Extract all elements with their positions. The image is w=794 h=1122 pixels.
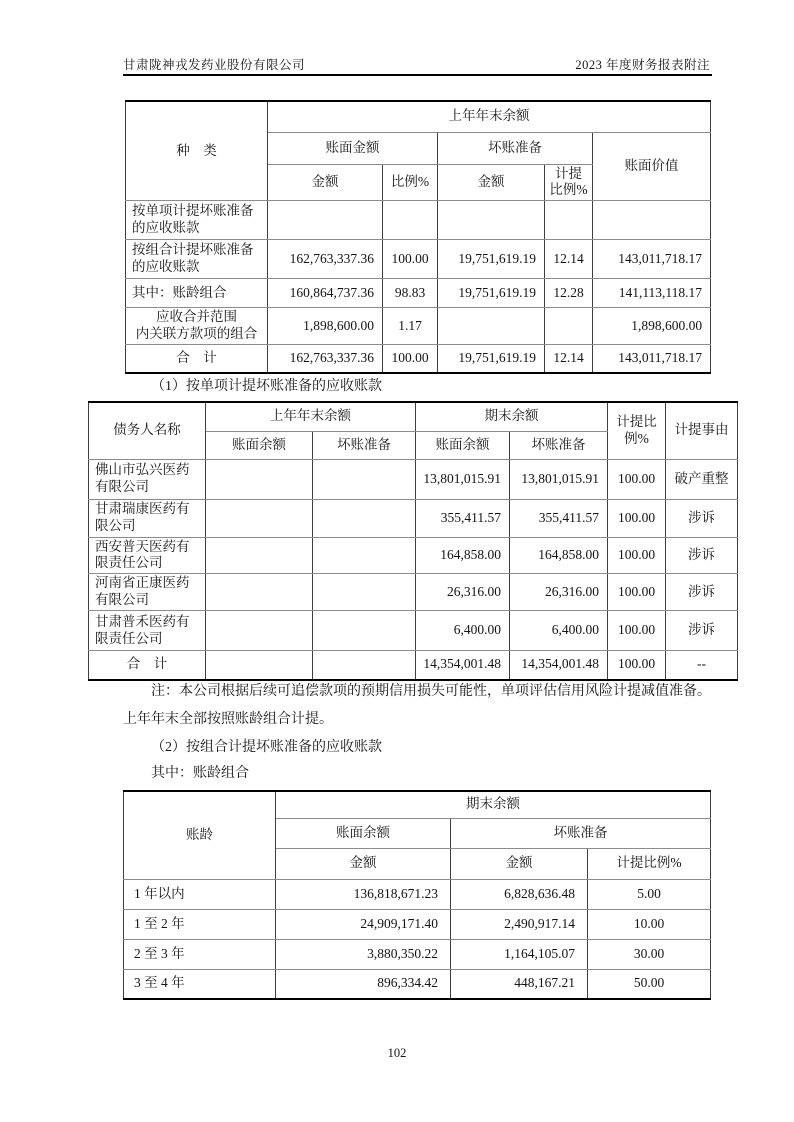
table-row	[124, 939, 711, 969]
individual-provision-table	[88, 401, 738, 681]
cell	[206, 651, 313, 680]
row-label: 河南省正康医药 有限公司	[89, 574, 206, 611]
cell	[545, 308, 593, 345]
row-label: 合 计	[126, 345, 268, 373]
cell: 160,864,737.36	[268, 279, 383, 308]
col-header-debtor-name: 债务人名称	[89, 402, 206, 459]
cell: 19,751,619.19	[438, 240, 545, 279]
cell	[268, 201, 383, 240]
row-label: 3 至 4 年	[124, 969, 276, 999]
cell: 100.00	[383, 240, 438, 279]
table-row	[89, 574, 738, 611]
row-label: 佛山市弘兴医药 有限公司	[89, 459, 206, 499]
cell: 12.14	[545, 240, 593, 279]
cell	[206, 537, 313, 574]
row-label: 1 年以内	[124, 879, 276, 909]
table-row	[89, 651, 738, 680]
note-text-line1: 注：本公司根据后续可追偿款项的预期信用损失可能性，单项评估信用风险计提减值准备。	[151, 684, 711, 699]
cell: 涉诉	[666, 611, 738, 651]
aging-provision-table	[123, 790, 711, 1000]
table-row	[89, 459, 738, 499]
note-text-line2: 上年年末全部按照账龄组合计提。	[123, 712, 333, 727]
cell: 6,400.00	[416, 611, 510, 651]
cell: 143,011,718.17	[593, 345, 711, 373]
cell: 141,113,118.17	[593, 279, 711, 308]
cell	[206, 574, 313, 611]
para-aging-portfolio: 其中：账龄组合	[151, 766, 249, 781]
cell: 100.00	[608, 574, 666, 611]
cell	[313, 611, 416, 651]
cell	[438, 308, 545, 345]
row-label: 合 计	[89, 651, 206, 680]
cell: 14,354,001.48	[416, 651, 510, 680]
company-name: 甘肃陇神戎发药业股份有限公司	[123, 58, 306, 72]
cell: 143,011,718.17	[593, 240, 711, 279]
cell: 12.14	[545, 345, 593, 373]
cell: 涉诉	[666, 574, 738, 611]
table-row	[89, 499, 738, 537]
col-header-bad-debt-provision: 坏账准备	[438, 132, 593, 164]
cell: 6,828,636.48	[451, 879, 588, 909]
col-header-book-balance-end: 账面余额	[416, 431, 510, 459]
row-label: 甘肃普禾医药有 限责任公司	[89, 611, 206, 651]
cell: 19,751,619.19	[438, 345, 545, 373]
col-header-provision-prior: 坏账准备	[313, 431, 416, 459]
table-row	[89, 611, 738, 651]
cell: 涉诉	[666, 537, 738, 574]
cell: 14,354,001.48	[510, 651, 608, 680]
cell	[383, 201, 438, 240]
col-header-provision-ratio: 计提比 例%	[608, 402, 666, 459]
col-header-ending-balance: 期末余额	[416, 402, 608, 431]
cell: 100.00	[608, 537, 666, 574]
col-header-amount: 金额	[268, 164, 383, 201]
col-header-amount2: 金额	[451, 848, 588, 879]
cell: 100.00	[383, 345, 438, 373]
cell: 10.00	[588, 909, 711, 939]
cell	[545, 201, 593, 240]
cell: 5.00	[588, 879, 711, 909]
col-header-amount1: 金额	[276, 848, 451, 879]
cell: 3,880,350.22	[276, 939, 451, 969]
cell: 24,909,171.40	[276, 909, 451, 939]
table-row	[126, 308, 711, 345]
cell: 98.83	[383, 279, 438, 308]
row-label: 按组合计提坏账准备 的应收账款	[126, 240, 268, 279]
cell: 100.00	[608, 651, 666, 680]
cell: 164,858.00	[416, 537, 510, 574]
cell	[206, 499, 313, 537]
cell: 100.00	[608, 459, 666, 499]
table-row	[124, 969, 711, 999]
col-header-book-value: 账面价值	[593, 132, 711, 201]
col-header-provision-ratio: 计提 比例%	[545, 164, 593, 201]
para-individual-provision: （1）按单项计提坏账准备的应收账款	[151, 379, 382, 394]
row-label: 1 至 2 年	[124, 909, 276, 939]
cell: 164,858.00	[510, 537, 608, 574]
col-header-book-balance: 账面余额	[276, 818, 451, 848]
cell	[438, 201, 545, 240]
cell: --	[666, 651, 738, 680]
cell: 19,751,619.19	[438, 279, 545, 308]
table-row	[124, 909, 711, 939]
row-label: 按单项计提坏账准备 的应收账款	[126, 201, 268, 240]
cell: 448,167.21	[451, 969, 588, 999]
cell: 355,411.57	[416, 499, 510, 537]
col-header-bad-debt-provision: 坏账准备	[451, 818, 711, 848]
cell: 162,763,337.36	[268, 240, 383, 279]
table-row	[126, 201, 711, 240]
cell: 355,411.57	[510, 499, 608, 537]
cell	[313, 574, 416, 611]
cell: 1,898,600.00	[593, 308, 711, 345]
cell: 50.00	[588, 969, 711, 999]
cell	[313, 499, 416, 537]
table-row	[124, 879, 711, 909]
col-header-book-balance-prior: 账面余额	[206, 431, 313, 459]
receivables-summary-table	[125, 100, 711, 374]
cell: 13,801,015.91	[510, 459, 608, 499]
cell: 2,490,917.14	[451, 909, 588, 939]
cell: 1,898,600.00	[268, 308, 383, 345]
cell: 100.00	[608, 499, 666, 537]
cell: 12.28	[545, 279, 593, 308]
report-title: 2023 年度财务报表附注	[575, 58, 710, 72]
cell: 26,316.00	[510, 574, 608, 611]
col-header-ending-balance: 期末余额	[276, 791, 711, 818]
row-label: 其中：账龄组合	[126, 279, 268, 308]
col-header-ratio: 比例%	[383, 164, 438, 201]
col-header-category: 种 类	[126, 101, 268, 201]
cell: 破产重整	[666, 459, 738, 499]
table-row	[126, 240, 711, 279]
cell	[593, 201, 711, 240]
col-header-aging: 账龄	[124, 791, 276, 879]
cell	[313, 459, 416, 499]
para-portfolio-provision: （2）按组合计提坏账准备的应收账款	[151, 740, 382, 755]
cell	[313, 651, 416, 680]
cell: 涉诉	[666, 499, 738, 537]
col-header-prior-year-balance: 上年年末余额	[206, 402, 416, 431]
table-row	[89, 537, 738, 574]
table-row	[126, 279, 711, 308]
cell	[206, 459, 313, 499]
table-row	[126, 345, 711, 373]
cell: 1.17	[383, 308, 438, 345]
col-header-amount2: 金额	[438, 164, 545, 201]
row-label: 2 至 3 年	[124, 939, 276, 969]
row-label: 应收合并范围 内关联方款项的组合	[126, 308, 268, 345]
cell: 896,334.42	[276, 969, 451, 999]
header-rule	[123, 74, 712, 76]
cell: 26,316.00	[416, 574, 510, 611]
col-header-provision-reason: 计提事由	[666, 402, 738, 459]
cell: 6,400.00	[510, 611, 608, 651]
cell	[313, 537, 416, 574]
cell: 13,801,015.91	[416, 459, 510, 499]
cell	[206, 611, 313, 651]
cell: 162,763,337.36	[268, 345, 383, 373]
cell: 1,164,105.07	[451, 939, 588, 969]
col-header-prior-year-balance: 上年年末余额	[268, 101, 711, 132]
row-label: 甘肃瑞康医药有 限公司	[89, 499, 206, 537]
cell: 100.00	[608, 611, 666, 651]
col-header-book-amount: 账面金额	[268, 132, 438, 164]
cell: 136,818,671.23	[276, 879, 451, 909]
col-header-provision-end: 坏账准备	[510, 431, 608, 459]
cell: 30.00	[588, 939, 711, 969]
row-label: 西安普天医药有 限责任公司	[89, 537, 206, 574]
col-header-provision-ratio: 计提比例%	[588, 848, 711, 879]
page-number: 102	[387, 1046, 407, 1060]
